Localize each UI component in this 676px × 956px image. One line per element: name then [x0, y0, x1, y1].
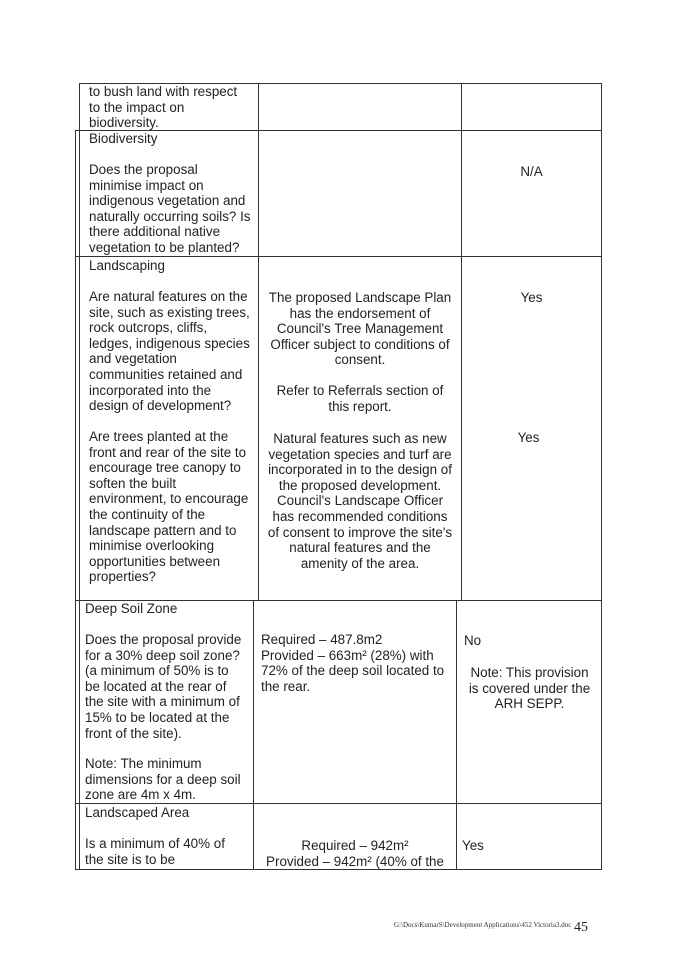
text-line: indigenous vegetation and: [89, 193, 246, 209]
text-line: the site with a minimum of: [85, 694, 240, 710]
biodiversity-compliance: N/A: [520, 164, 543, 179]
text-line: of consent to improve the site's: [267, 524, 453, 540]
text-line: natural features and the: [289, 540, 431, 556]
text-line: and vegetation: [89, 351, 177, 367]
column-divider-1b: [253, 600, 254, 870]
text-line: Provided – 663m² (28%) with: [261, 647, 434, 663]
text-line: minimise impact on: [89, 177, 204, 193]
text-line: Council's Tree Management: [276, 321, 444, 337]
text-line: Provided – 942m² (40% of the: [266, 853, 444, 869]
deep-soil-heading: Deep Soil Zone: [85, 601, 178, 616]
text-line: Does the proposal: [89, 162, 198, 177]
text-line: the rear.: [261, 678, 311, 694]
text-line: Natural features such as new: [273, 431, 447, 446]
text-line: encourage tree canopy to: [89, 460, 241, 476]
text-line: incorporated in to the design of: [268, 462, 452, 478]
text-line: the site is to be: [85, 851, 176, 867]
text-line: properties?: [89, 569, 156, 585]
text-line: has recommended conditions: [272, 508, 448, 524]
text-line: design of development?: [89, 398, 232, 414]
text-line: rock outcrops, cliffs,: [89, 320, 208, 336]
text-line: biodiversity.: [89, 115, 159, 131]
text-line: environment, to encourage: [89, 491, 249, 507]
text-line: Officer subject to conditions of: [270, 336, 450, 352]
row-divider-2: [75, 256, 602, 257]
text-line: Are trees planted at the: [89, 429, 229, 444]
row1-criteria: [89, 84, 237, 131]
text-line: Required – 942m²: [301, 838, 409, 853]
text-line: the continuity of the: [89, 506, 206, 522]
biodiversity-heading: Biodiversity: [89, 131, 158, 146]
landscaped-area-criteria: [85, 836, 225, 867]
text-line: the proposed development.: [278, 477, 442, 493]
landscaping-compliance-1: Yes: [520, 290, 543, 305]
text-line: ARH SEPP.: [494, 696, 565, 712]
text-line: opportunities between: [89, 553, 221, 569]
text-line: Is a minimum of 40% of: [85, 836, 225, 851]
text-line: zone are 4m x 4m.: [85, 787, 196, 803]
landscaping-compliance-2: Yes: [517, 430, 540, 445]
text-line: Are natural features on the: [89, 289, 248, 304]
text-line: for a 30% deep soil zone?: [85, 647, 240, 663]
landscaping-criteria-2: [89, 429, 248, 585]
column-divider-2b: [456, 600, 457, 870]
text-line: minimise overlooking: [89, 538, 215, 554]
text-line: front of the site).: [85, 725, 182, 741]
landscaped-area-heading: Landscaped Area: [85, 805, 190, 820]
table-border-left: [79, 83, 80, 870]
row-divider-4: [75, 803, 602, 804]
text-line: to bush land with respect: [89, 84, 238, 99]
text-line: Required – 487.8m2: [261, 632, 383, 647]
text-line: consent.: [334, 352, 386, 368]
text-line: dimensions for a deep soil: [85, 771, 241, 787]
landscaped-area-assessment: [254, 838, 456, 869]
landscaping-assessment-2: [259, 431, 461, 571]
biodiversity-criteria: [89, 162, 251, 256]
text-line: is covered under the: [468, 680, 591, 696]
text-line: naturally occurring soils? Is: [89, 208, 251, 224]
column-divider-2: [461, 83, 462, 600]
text-line: 15% to be located at the: [85, 709, 230, 725]
text-line: vegetation to be planted?: [89, 239, 240, 255]
text-line: ledges, indigenous species: [89, 335, 250, 351]
table-border-left-outer: [75, 130, 76, 870]
deep-soil-compliance-note: [457, 665, 602, 712]
text-line: 72% of the deep soil located to: [261, 663, 445, 679]
landscaping-assessment-1: [259, 290, 461, 368]
text-line: Refer to Referrals section of: [276, 383, 444, 398]
text-line: has the endorsement of: [289, 305, 431, 321]
text-line: incorporated into the: [89, 382, 212, 398]
table-border-right: [601, 83, 602, 870]
deep-soil-note: [85, 756, 241, 803]
text-line: soften the built: [89, 475, 177, 491]
text-line: site, such as existing trees,: [89, 304, 250, 320]
landscaping-referral-note: [259, 383, 461, 414]
deep-soil-compliance: No: [464, 633, 482, 648]
text-line: front and rear of the site to: [89, 444, 247, 460]
page-number: 45: [574, 920, 588, 935]
text-line: be located at the rear of: [85, 678, 227, 694]
footer-file-path: G:\Docs\KumarS\Development Applications\452 Victoria3.doc: [394, 921, 572, 929]
text-line: Note: This provision: [470, 665, 589, 680]
text-line: vegetation species and turf are: [268, 446, 452, 462]
text-line: Council's Landscape Officer: [276, 493, 444, 509]
text-line: this report.: [328, 398, 392, 414]
text-line: to the impact on: [89, 99, 185, 115]
text-line: communities retained and: [89, 366, 243, 382]
text-line: (a minimum of 50% is to: [85, 663, 229, 679]
landscaping-heading: Landscaping: [89, 258, 165, 273]
text-line: landscape pattern and to: [89, 522, 237, 538]
text-line: The proposed Landscape Plan: [268, 290, 452, 305]
text-line: there additional native: [89, 224, 221, 240]
text-line: Note: The minimum: [85, 756, 202, 771]
deep-soil-criteria: [85, 632, 241, 741]
landscaped-area-compliance: Yes: [462, 838, 484, 853]
text-line: Does the proposal provide: [85, 632, 242, 647]
deep-soil-assessment: [261, 632, 444, 694]
landscaping-criteria-1: [89, 289, 250, 414]
text-line: amenity of the area.: [300, 555, 420, 571]
